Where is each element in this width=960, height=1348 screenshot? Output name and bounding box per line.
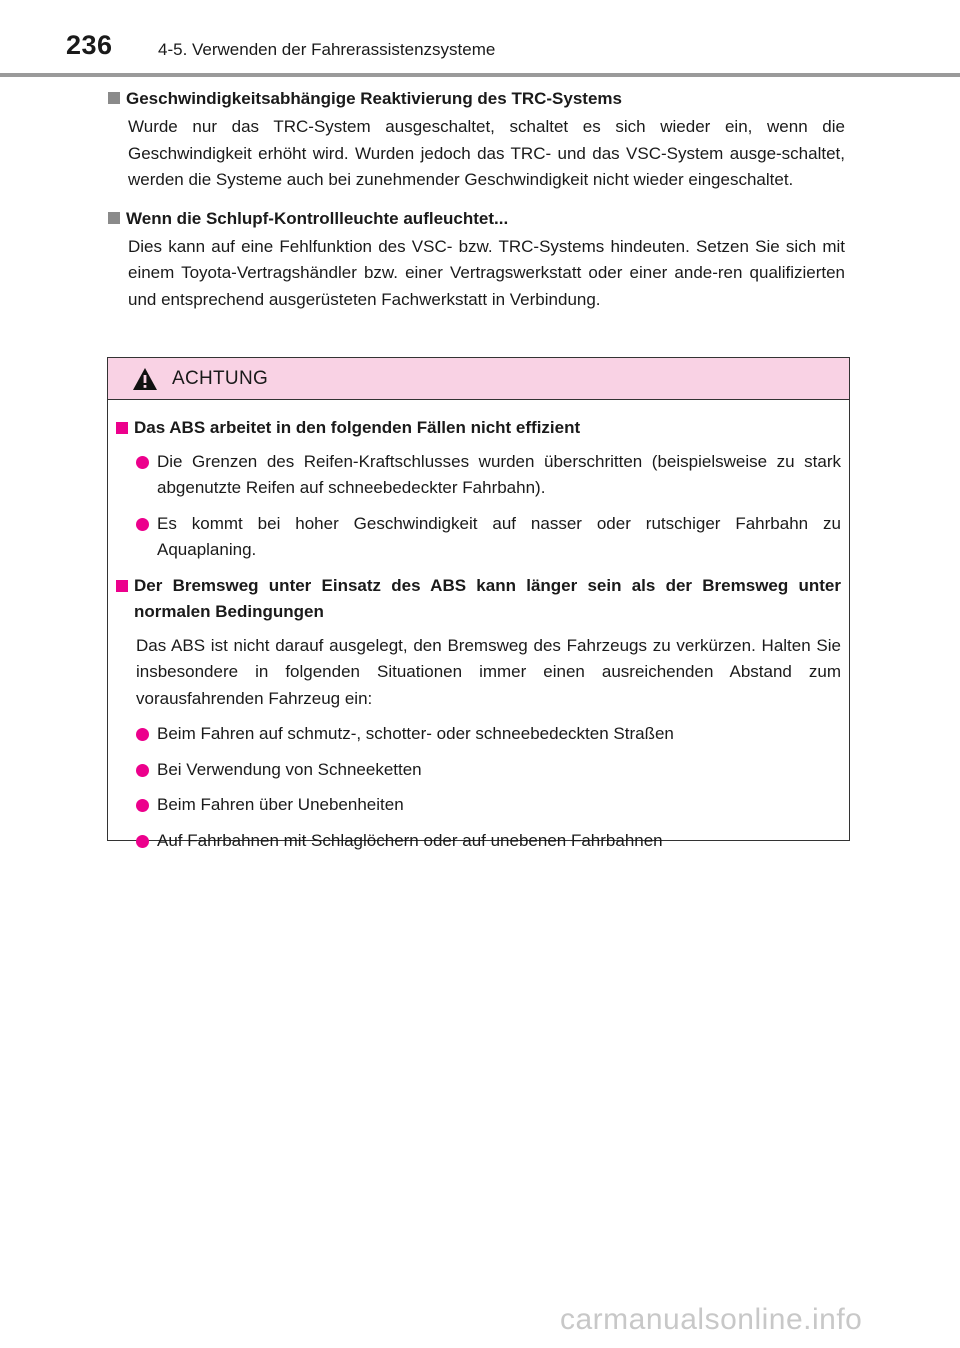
list-item: Auf Fahrbahnen mit Schlaglöchern oder auf unebenen Fahrbahnen bbox=[136, 828, 841, 855]
bullet-dot-icon bbox=[136, 799, 149, 812]
square-bullet-icon bbox=[108, 92, 120, 104]
bullet-dot-icon bbox=[136, 456, 149, 469]
warning-title: ACHTUNG bbox=[172, 367, 269, 389]
section-heading bbox=[108, 86, 845, 112]
bullet-dot-icon bbox=[136, 764, 149, 777]
square-bullet-icon bbox=[116, 580, 128, 592]
warning-triangle-icon bbox=[132, 367, 158, 391]
section-heading-text: Wenn die Schlupf-Kontrollleuchte aufleuchtet... bbox=[126, 208, 509, 228]
page-number: 236 bbox=[66, 30, 113, 60]
list-item: Beim Fahren auf schmutz-, schotter- oder schneebedeckten Straßen bbox=[136, 721, 841, 748]
main-content bbox=[108, 86, 845, 313]
page-header bbox=[0, 0, 960, 80]
list-item: Es kommt bei hoher Geschwindigkeit auf nasser oder rutschiger Fahrbahn zu Aquaplaning. bbox=[136, 511, 841, 564]
warning-heading: Der Bremsweg unter Einsatz des ABS kann länger sein als der Bremsweg unter normalen Bedingungen bbox=[116, 573, 841, 626]
list-item: Die Grenzen des Reifen-Kraftschlusses wurden überschritten (beispielsweise zu stark abgenutzte Reifen auf schneebedeckter Fahrbahn). bbox=[136, 449, 841, 502]
section-paragraph: Wurde nur das TRC-System ausgeschaltet, schaltet es sich wieder ein, wenn die Geschwindigkeit erhöht wird. Wurden jedoch das TRC- und das VSC-System ausge-schaltet, werden die Systeme auch bei zunehmender Geschwindigkeit nicht wieder eingeschaltet. bbox=[128, 117, 845, 189]
bullet-dot-icon bbox=[136, 518, 149, 531]
watermark: carmanualsonline.info bbox=[560, 1303, 863, 1336]
warning-header bbox=[108, 358, 849, 400]
warning-heading: Das ABS arbeitet in den folgenden Fällen nicht effizient bbox=[116, 415, 841, 442]
header-divider bbox=[0, 73, 960, 77]
bullet-dot-icon bbox=[136, 728, 149, 741]
warning-paragraph: Das ABS ist nicht darauf ausgelegt, den Bremsweg des Fahrzeugs zu verkürzen. Halten Sie insbesondere in folgenden Situationen immer einen ausreichenden Abstand zum vorausfahrenden Fahrzeug ein: bbox=[136, 635, 841, 708]
section-heading bbox=[108, 206, 845, 232]
bullet-dot-icon bbox=[136, 835, 149, 848]
list-item: Beim Fahren über Unebenheiten bbox=[136, 792, 841, 819]
section-heading-text: Geschwindigkeitsabhängige Reaktivierung des TRC-Systems bbox=[126, 89, 622, 108]
list-item: Bei Verwendung von Schneeketten bbox=[136, 757, 841, 784]
warning-box bbox=[107, 357, 850, 850]
square-bullet-icon bbox=[108, 212, 120, 224]
warning-body bbox=[108, 400, 849, 854]
chapter-title: 4-5. Verwenden der Fahrerassistenzsysteme bbox=[158, 40, 496, 59]
square-bullet-icon bbox=[116, 422, 128, 434]
section-paragraph: Dies kann auf eine Fehlfunktion des VSC- bzw. TRC-Systems hindeuten. Setzen Sie sich mit einem Toyota-Vertragshändler bzw. einer Vertragswerkstatt oder einer ande-ren qualifizierten und entsprechend ausgerüsteten Fachwerkstatt in Verbindung. bbox=[128, 236, 845, 309]
